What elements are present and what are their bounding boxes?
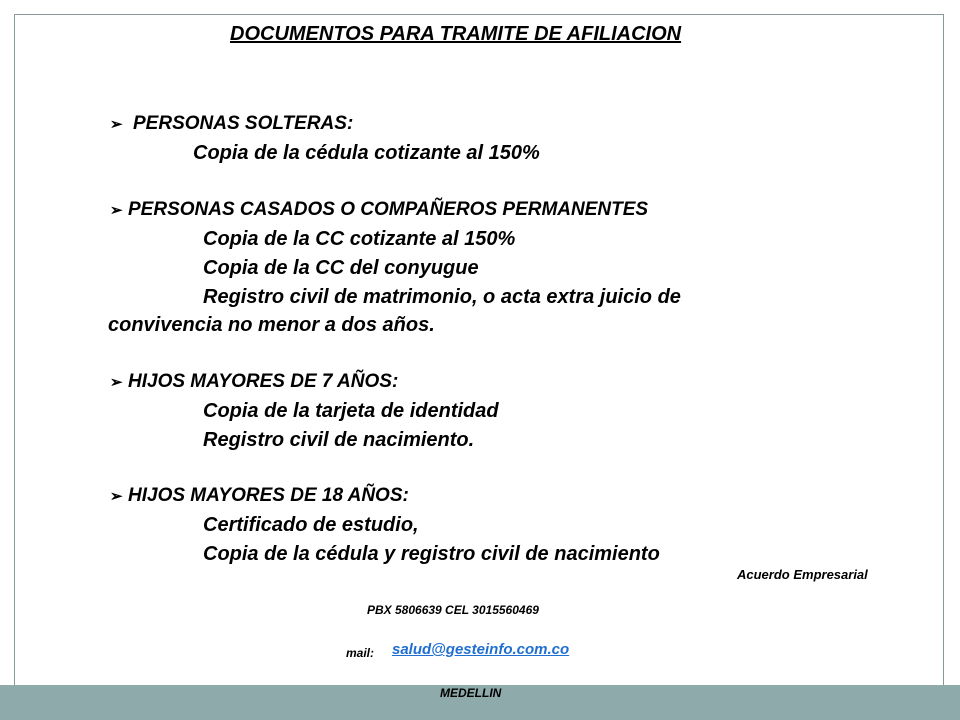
- item-cc-conyugue: Copia de la CC del conyugue: [203, 257, 479, 279]
- arrow-bullet-icon: ➢: [110, 488, 123, 505]
- arrow-bullet-icon: ➢: [110, 202, 123, 219]
- item-tarjeta-identidad: Copia de la tarjeta de identidad: [203, 400, 499, 422]
- phone-line: PBX 5806639 CEL 3015560469: [367, 603, 539, 617]
- item-cedula-registro: Copia de la cédula y registro civil de nacimiento: [203, 543, 660, 565]
- arrow-bullet-icon: ➢: [110, 116, 123, 133]
- item-registro-nacimiento: Registro civil de nacimiento.: [203, 429, 475, 451]
- item-cedula-cotizante: Copia de la cédula cotizante al 150%: [193, 142, 540, 164]
- company-name: Acuerdo Empresarial: [737, 567, 868, 582]
- arrow-bullet-icon: ➢: [110, 374, 123, 391]
- section-heading-casados: PERSONAS CASADOS O COMPAÑEROS PERMANENTES: [128, 199, 649, 220]
- section-heading-hijos-7: HIJOS MAYORES DE 7 AÑOS:: [128, 371, 399, 392]
- mail-label: mail:: [346, 646, 375, 660]
- section-heading-solteras: PERSONAS SOLTERAS:: [133, 113, 354, 134]
- item-cc-cotizante: Copia de la CC cotizante al 150%: [203, 228, 516, 250]
- document-title: DOCUMENTOS PARA TRAMITE DE AFILIACION: [230, 23, 682, 45]
- city-label: MEDELLIN: [440, 686, 502, 700]
- item-certificado-estudio: Certificado de estudio,: [203, 514, 419, 536]
- section-heading-hijos-18: HIJOS MAYORES DE 18 AÑOS:: [128, 485, 409, 506]
- item-convivencia: convivencia no menor a dos años.: [108, 314, 435, 336]
- item-registro-matrimonio: Registro civil de matrimonio, o acta extra juicio de: [203, 286, 681, 308]
- mail-link[interactable]: salud@gesteinfo.com.co: [392, 641, 570, 658]
